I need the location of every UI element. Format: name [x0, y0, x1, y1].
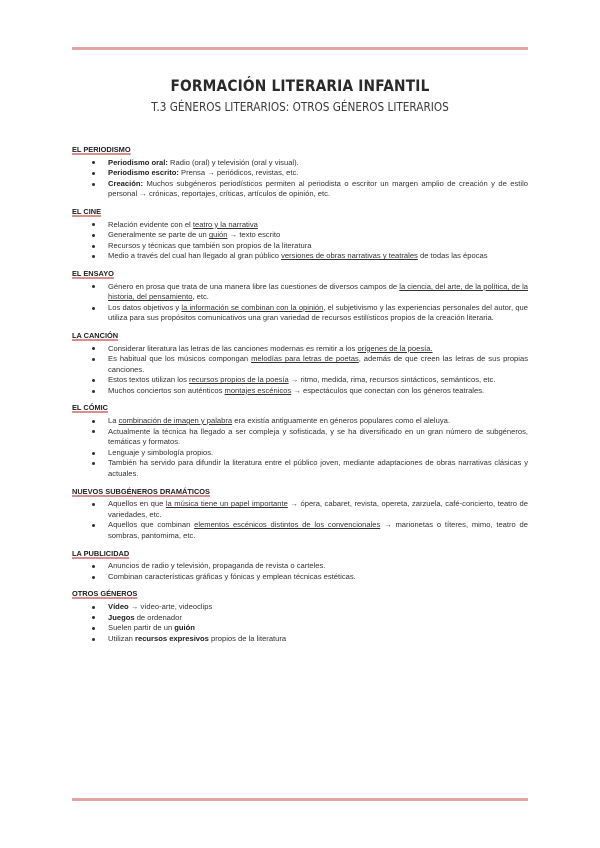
bullet-list [72, 416, 528, 480]
list-item: Lenguaje y simbología propios. [108, 448, 528, 459]
list-item: Periodismo escrito: Prensa → periódicos, revistas, etc. [108, 168, 528, 179]
section-periodismo [72, 145, 528, 200]
section-heading: LA PUBLICIDAD [72, 548, 130, 558]
section-heading: NUEVOS SUBGÉNEROS DRAMÁTICOS [72, 486, 210, 496]
list-item: Aquellos en que la música tiene un papel importante → ópera, cabaret, revista, opereta, zarzuela, café-concierto, teatro de variedades, etc. [108, 499, 529, 519]
top-rule [72, 47, 528, 50]
section-comic [72, 403, 528, 479]
list-item: Medio a través del cual han llegado al gran público versiones de obras narrativas y teatrales de todas las épocas [108, 251, 528, 262]
list-item: Género en prosa que trata de una manera libre las cuestiones de diversos campos de la ciencia, del arte, de la política, de la historia, del pensamiento, etc. [108, 281, 529, 302]
list-item: Utilizan recursos expresivos propios de la literatura [108, 634, 528, 645]
list-item: Periodismo oral: Radio (oral) y televisión (oral y visual). [108, 158, 528, 169]
bullet-list [72, 561, 528, 582]
list-item: Aquellos que combinan elementos escénicos distintos de los convencionales → marionetas o títeres, mimo, teatro de sombras, pantomima, etc. [108, 520, 528, 540]
section-heading: EL PERIODISMO [72, 145, 131, 154]
section-ensayo [72, 269, 528, 324]
bullet-list [72, 220, 528, 262]
section-otros [72, 589, 528, 644]
section-dramaticos [72, 487, 528, 542]
list-item: Vídeo → vídeo-arte, videoclips [108, 602, 528, 613]
list-item: Considerar literatura las letras de las canciones modernas es remitir a los orígenes de la poesía. [108, 344, 528, 355]
list-item: Generalmente se parte de un guión → texto escrito [108, 230, 528, 241]
section-heading: EL CÓMIC [72, 403, 108, 413]
list-item: Estos textos utilizan los recursos propios de la poesía → ritmo, medida, rima, recursos sintácticos, semánticos, etc. [108, 375, 528, 386]
bullet-list [72, 499, 528, 541]
list-item: Actualmente la técnica ha llegado a ser compleja y sofisticada, y se ha diversificado en un gran número de subgéneros, temáticas y formatos. [108, 426, 528, 447]
section-heading: EL CINE [72, 206, 102, 216]
section-heading: OTROS GÉNEROS [72, 589, 138, 599]
document-body [72, 145, 528, 651]
section-cine [72, 207, 528, 262]
section-cancion [72, 331, 528, 397]
list-item: También ha servido para difundir la literatura entre el público joven, mediante adaptaciones de obras narrativas clásicas y actuales. [108, 458, 528, 479]
list-item: Recursos y técnicas que también son propios de la literatura [108, 241, 528, 252]
list-item: Creación: Muchos subgéneros periodísticos permiten al periodista o escritor un margen amplio de creación y de estilo personal → crónicas, reportajes, críticas, artículos de opinión, etc. [108, 178, 528, 199]
list-item: Juegos de ordenador [108, 613, 528, 624]
list-item: Relación evidente con el teatro y la narrativa [108, 220, 528, 231]
bullet-list [72, 602, 528, 644]
list-item: Anuncios de radio y televisión, propaganda de revista o carteles. [108, 561, 528, 572]
section-publicidad [72, 549, 528, 583]
document-subtitle: T.3 GÉNEROS LITERARIOS: OTROS GÉNEROS LITERARIOS [151, 100, 449, 114]
list-item: Muchos conciertos son auténticos montajes escénicos → espectáculos que conectan con los géneros teatrales. [108, 386, 528, 397]
list-item: Combinan características gráficas y fónicas y emplean técnicas estéticas. [108, 572, 528, 583]
document-title: FORMACIÓN LITERARIA INFANTIL [170, 76, 430, 95]
bottom-rule [72, 798, 528, 801]
section-heading: EL ENSAYO [72, 268, 114, 278]
section-heading: LA CANCIÓN [72, 330, 119, 340]
list-item: Es habitual que los músicos compongan melodías para letras de poetas, además de que creen las letras de sus propias canciones. [108, 354, 528, 374]
list-item: Los datos objetivos y la información se combinan con la opinión, el subjetivismo y las experiencias personales del autor, que utiliza para sus propósitos comunicativos una gran variedad de recursos estilísticos propios de la creación literaria. [108, 302, 528, 323]
list-item: La combinación de imagen y palabra era existía antiguamente en géneros populares como el aleluya. [108, 416, 528, 427]
bullet-list [72, 158, 528, 200]
bullet-list [72, 282, 528, 324]
bullet-list [72, 344, 528, 397]
list-item: Suelen partir de un guión [108, 623, 528, 634]
